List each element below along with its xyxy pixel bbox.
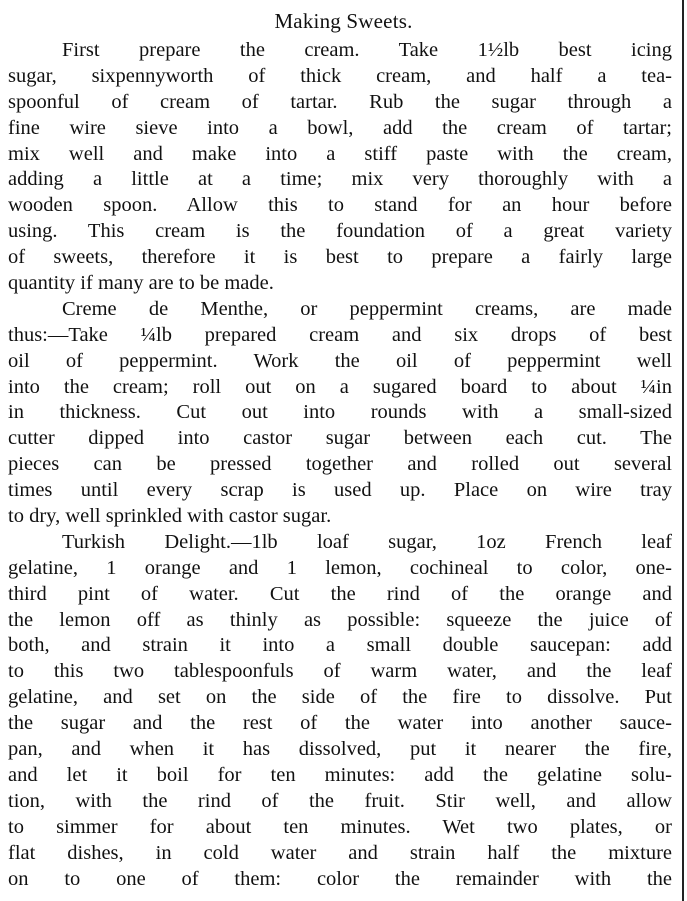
text-line: flat dishes, in cold water and strain half the mixture [8,841,672,864]
text-line: gelatine, 1 orange and 1 lemon, cochineal to color, one- [8,556,672,579]
text-line: oil of peppermint. Work the oil of peppermint well [8,349,672,372]
text-line: gelatine, and set on the side of the fire to dissolve. Put [8,686,672,709]
text-line: the lemon off as thinly as possible: squeeze the juice of [8,608,672,631]
article-body [8,38,672,892]
text-line: quantity if many are to be made. [8,272,274,295]
text-line: pieces can be pressed together and rolled out several [8,453,672,476]
text-line: and let it boil for ten minutes: add the gelatine solu- [8,763,672,786]
text-line: in thickness. Cut out into rounds with a small-sized [8,401,672,424]
text-line: times until every scrap is used up. Place on wire tray [8,479,672,502]
paragraph-creme-de-menthe [8,297,672,530]
text-line: Creme de Menthe, or peppermint creams, are made [62,297,672,320]
text-line: mix well and make into a stiff paste with the cream, [8,142,672,165]
paragraph-turkish-delight [8,530,672,892]
text-line: adding a little at a time; mix very thoroughly with a [8,168,672,191]
text-line: to dry, well sprinkled with castor sugar. [8,505,332,528]
article-title: Making Sweets. [274,9,413,33]
text-line: on to one of them: color the remainder with the [8,867,672,890]
paragraph-cream [8,38,672,297]
text-line: using. This cream is the foundation of a great variety [8,220,672,243]
text-line: pan, and when it has dissolved, put it nearer the fire, [8,738,672,761]
text-line: tion, with the rind of the fruit. Stir well, and allow [8,789,672,812]
text-line: into the cream; roll out on a sugared board to about ¼in [8,375,672,398]
text-line: wooden spoon. Allow this to stand for an hour before [8,194,672,217]
text-line: First prepare the cream. Take 1½lb best icing [62,39,672,61]
text-line: sugar, sixpennyworth of thick cream, and half a tea- [8,64,672,87]
text-line: both, and strain it into a small double saucepan: add [8,634,672,657]
text-line: third pint of water. Cut the rind of the orange and [8,582,672,605]
text-line: fine wire sieve into a bowl, add the cream of tartar; [8,116,672,139]
text-line: cutter dipped into castor sugar between each cut. The [8,427,672,450]
text-line: Turkish Delight.—1lb loaf sugar, 1oz French leaf [62,530,672,553]
text-line: the sugar and the rest of the water into another sauce- [8,712,672,735]
text-line: of sweets, therefore it is best to prepare a fairly large [8,246,672,269]
text-line: thus:—Take ¼lb prepared cream and six drops of best [8,323,672,346]
text-line: to this two tablespoonfuls of warm water, and the leaf [8,660,672,683]
column-rule [682,0,684,901]
text-line: to simmer for about ten minutes. Wet two plates, or [8,815,672,838]
text-line: spoonful of cream of tartar. Rub the sugar through a [8,90,672,113]
